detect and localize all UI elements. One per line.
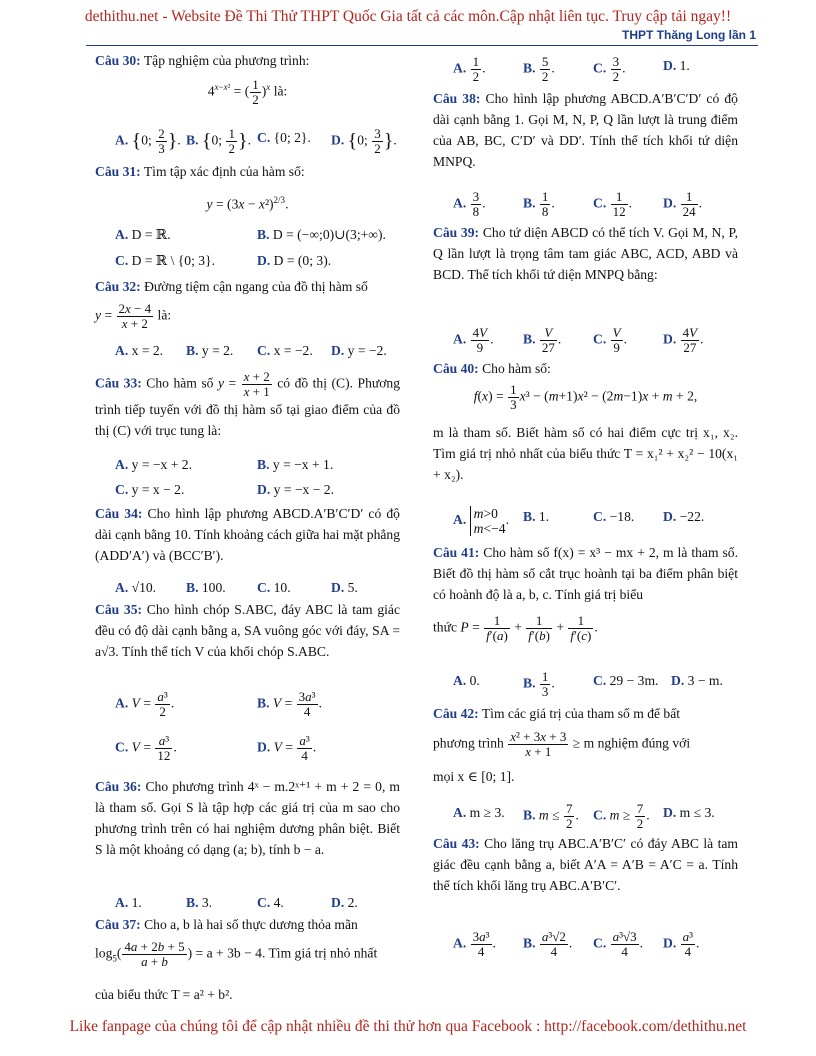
option-c[interactable]: C. {0; 2}.: [257, 130, 311, 145]
question-36: [95, 776, 400, 860]
option-b[interactable]: B. $\frac{1}{3}$ .: [523, 669, 555, 699]
question-text: Tập nghiệm của phương trình:: [143, 53, 310, 68]
question-label: Câu 38:: [433, 91, 481, 106]
option-b[interactable]: B. 3.: [186, 895, 213, 910]
question-39: [433, 222, 738, 285]
option-c[interactable]: C. $\frac{3}{2}$ .: [593, 54, 626, 84]
question-text: Cho hình lập phương ABCD.A′B′C′D′ có độ dài cạnh bằng 10. Tính khoảng cách giữa hai mặt phẳng (ADD′A′) và (BCC′B′).: [95, 506, 400, 563]
option-c[interactable]: C. 4.: [257, 895, 284, 910]
option-b[interactable]: B. 100.: [186, 580, 226, 595]
exam-subtitle: THPT Thăng Long lần 1: [622, 28, 756, 42]
option-b[interactable]: B. D = (−∞;0)∪(3;+∞).: [257, 227, 386, 242]
option-d[interactable]: D. D = (0; 3).: [257, 253, 332, 268]
question-text: Cho phương trình 4ˣ − m.2ˣ⁺¹ + m + 2 = 0, m là tham số. Gọi S là tập hợp các giá trị của m sao cho phương trình trên có hai nghiệm dương phân biệt. Biết S là một khoảng có dạng (a; b), tính b − a.: [95, 779, 400, 857]
question-label: Câu 34:: [95, 506, 143, 521]
option-b[interactable]: B. $\frac{5}{2}$ .: [523, 54, 555, 84]
question-text: Tìm tập xác định của hàm số:: [143, 164, 305, 179]
option-a[interactable]: A. √10.: [115, 580, 157, 595]
question-label: Câu 31:: [95, 164, 141, 179]
question-30: [95, 50, 400, 71]
question-text: Cho lăng trụ ABC.A′B′C′ có đáy ABC là tam giác đều cạnh bằng a, biết A′A = A′B = A′C = a. Tính thể tích khối lăng trụ ABC.A′B′C′.: [433, 836, 738, 893]
option-c[interactable]: C. m ≥ $\frac{7}{2}$ .: [593, 801, 650, 831]
option-d[interactable]: D. V = $\frac{\text{a³}}{4}$ .: [257, 733, 317, 763]
option-d[interactable]: D. $\frac{1}{24}$ .: [663, 189, 703, 219]
option-d[interactable]: D. y = −2.: [331, 343, 387, 358]
option-c[interactable]: C. y = x − 2.: [115, 482, 185, 497]
option-d[interactable]: D. 1.: [663, 58, 690, 73]
option-b[interactable]: B. y = −x + 1.: [257, 457, 334, 472]
option-c[interactable]: C. x = −2.: [257, 343, 313, 358]
option-d[interactable]: D. $\frac{4V}{27}$ .: [663, 325, 704, 355]
question-text: Cho hàm số:: [482, 361, 551, 376]
option-b[interactable]: B. y = 2.: [186, 343, 234, 358]
question-text: Đường tiệm cận ngang của đồ thị hàm số: [144, 279, 368, 294]
option-a[interactable]: A. $\frac{4V}{9}$ .: [453, 325, 494, 355]
option-c[interactable]: C. $\frac{\text{a³√3}}{4}$ .: [593, 929, 644, 959]
option-a[interactable]: A. x = 2.: [115, 343, 164, 358]
option-c[interactable]: C. 29 − 3m.: [593, 673, 659, 688]
question-label: Câu 33:: [95, 375, 142, 391]
option-d[interactable]: D. −22.: [663, 509, 705, 524]
option-c[interactable]: C. V = $\frac{\text{a³}}{12}$ .: [115, 733, 177, 763]
option-a[interactable]: A. D = ℝ.: [115, 227, 171, 242]
option-b[interactable]: B. $\frac{\text{a³√2}}{4}$ .: [523, 929, 573, 959]
question-43: [433, 833, 738, 896]
option-a[interactable]: A. 0.: [453, 673, 480, 688]
equation-42: phương trình $\frac{\text{x² + 3x + 3}}{x + 1}$ ≥ m nghiệm đúng với: [433, 729, 691, 759]
option-b[interactable]: B. $\frac{V}{27}$ .: [523, 325, 562, 355]
question-label: Câu 35:: [95, 602, 143, 617]
equation-37: $\log_5$( $\frac{4a + 2b + 5}{a + b}$ ) = a + 3b − 4. Tìm giá trị nhỏ nhất: [95, 939, 378, 969]
question-35: [95, 599, 400, 662]
question-label: Câu 41:: [433, 545, 480, 560]
option-a[interactable]: A. $\frac{1}{2}$ .: [453, 54, 486, 84]
option-b[interactable]: B. {0; $\frac{1}{2}$ }.: [186, 126, 251, 156]
question-text: Cho tứ diện ABCD có thể tích V. Gọi M, N, P, Q lần lượt là trọng tâm tam giác ABC, ACD, ABD và BCD. Thể tích khối tứ diện MNPQ bằng:: [433, 225, 738, 282]
option-b[interactable]: B. $\frac{1}{8}$ .: [523, 189, 555, 219]
question-label: Câu 36:: [95, 779, 142, 794]
question-38: [433, 88, 738, 172]
question-label: Câu 37:: [95, 917, 141, 932]
question-41: [433, 542, 738, 605]
option-d[interactable]: D. y = −x − 2.: [257, 482, 335, 497]
option-b[interactable]: B. V = $\frac{\text{3a³}}{4}$ .: [257, 689, 322, 719]
question-text: Cho hàm số f(x) = x³ − mx + 2, m là tham số. Biết đồ thị hàm số cắt trục hoành tại ba điểm phân biệt có hoành độ là a, b, c. Tính giá trị biểu: [433, 545, 738, 602]
question-text: Phương trình tiếp tuyến với đồ thị hàm số tại giao điểm của đồ thị (C) với trục tung là:: [95, 375, 401, 438]
option-a[interactable]: A. y = −x + 2.: [115, 457, 193, 472]
option-c[interactable]: C. D = ℝ \ {0; 3}.: [115, 253, 215, 268]
option-c[interactable]: C. $\frac{V}{9}$ .: [593, 325, 627, 355]
option-a[interactable]: A. V = $\frac{\text{a³}}{2}$ .: [115, 689, 175, 719]
option-a[interactable]: A. m>0 m<−4.: [453, 506, 509, 536]
equation-32: y = $\frac{2x - 4}{x + 2}$ là:: [95, 301, 172, 331]
question-37: Câu 37: Cho a, b là hai số thực dương thỏa mãn: [95, 917, 358, 932]
question-40-body: m là tham số. Biết hàm số có hai điểm cực trị x₁, x₂. Tìm giá trị nhỏ nhất của biểu thức T = x₁² + x₂² − 10(x₁ + x₂).: [433, 425, 738, 482]
equation-31: $y = (3x - x^2)^{2/3}$.: [206, 195, 289, 212]
question-label: Câu 32:: [95, 279, 141, 294]
question-label: Câu 40:: [433, 361, 479, 376]
option-d[interactable]: D. m ≤ 3.: [663, 805, 715, 820]
option-d[interactable]: D. {0; $\frac{3}{2}$ }.: [331, 126, 397, 156]
question-32: [95, 276, 400, 297]
question-42: [433, 703, 738, 724]
equation-41: thức P = $\frac{1}{f'(a)}$ + $\frac{1}{f'(b)}$ + $\frac{1}{f'(c)}$ .: [433, 613, 598, 643]
option-a[interactable]: A. $\frac{\text{3a³}}{4}$ .: [453, 929, 496, 959]
question-31: [95, 161, 400, 182]
question-34: [95, 503, 400, 566]
equation-suffix: là:: [157, 307, 172, 323]
question-label: Câu 30:: [95, 53, 141, 68]
question-label: Câu 42:: [433, 706, 479, 721]
option-a[interactable]: A. m ≥ 3.: [453, 805, 505, 820]
option-a[interactable]: A. {0; $\frac{2}{3}$ }.: [115, 126, 181, 156]
question-text: Cho hình lập phương ABCD.A′B′C′D′ có độ dài cạnh bằng 1. Gọi M, N, P, Q lần lượt là trung điểm của AB, BC, C′D′ và DD′. Tính thể tích khối tứ diện MNPQ.: [433, 91, 738, 169]
page-header: dethithu.net - Website Đề Thi Thử THPT Quốc Gia tất cả các môn.Cập nhật liên tục. Truy cập tải ngay!!: [84, 8, 732, 25]
equation-30: $4^{x-x^2}$ = ( $\frac{1}{2}$ )$^x$ là:: [207, 76, 288, 107]
page-footer[interactable]: Like fanpage của chúng tôi để cập nhật nhiều đề thi thử hơn qua Facebook : http://facebook.com/dethithu.net: [69, 1018, 747, 1035]
option-c[interactable]: C. 10.: [257, 580, 291, 595]
option-d[interactable]: D. $\frac{\text{a³}}{4}$ .: [663, 929, 700, 959]
option-d[interactable]: D. 2.: [331, 895, 358, 910]
question-text: Tìm các giá trị của tham số m để bất: [481, 706, 681, 721]
question-label: Câu 43:: [433, 836, 480, 851]
equation-40: f(x) = $\frac{1}{3}$ x³ − (m+1)x² − (2m−1)x + m + 2,: [473, 382, 698, 412]
option-c[interactable]: C. −18.: [593, 509, 635, 524]
option-a[interactable]: A. $\frac{3}{8}$ .: [453, 189, 486, 219]
option-d[interactable]: D. 5.: [331, 580, 358, 595]
equation-suffix: là:: [273, 83, 288, 99]
question-label: Câu 39:: [433, 225, 480, 240]
option-b[interactable]: B. 1.: [523, 509, 550, 524]
question-42-tail: mọi x ∈ [0; 1].: [433, 769, 515, 784]
question-33: Câu 33: Cho hàm số y = $\frac{x + 2}{x + 1}$ có đồ thị (C). Phương trình tiếp tuyến với đồ thị hàm số tại giao điểm của đồ thị (C) với trục tung là:: [95, 369, 401, 438]
option-a[interactable]: A. 1.: [115, 895, 142, 910]
option-d[interactable]: D. 3 − m.: [671, 673, 723, 688]
option-b[interactable]: B. m ≤ $\frac{7}{2}$ .: [523, 801, 579, 831]
header-rule: [86, 45, 758, 46]
option-c[interactable]: C. $\frac{1}{12}$ .: [593, 189, 633, 219]
question-40: [433, 358, 738, 379]
question-text: Cho hình chóp S.ABC, đáy ABC là tam giác đều có độ dài cạnh bằng a, SA vuông góc với đáy, SA = a√3. Tính thể tích V của khối chóp S.ABC.: [95, 602, 400, 659]
question-37-tail: của biểu thức T = a² + b².: [95, 987, 233, 1002]
